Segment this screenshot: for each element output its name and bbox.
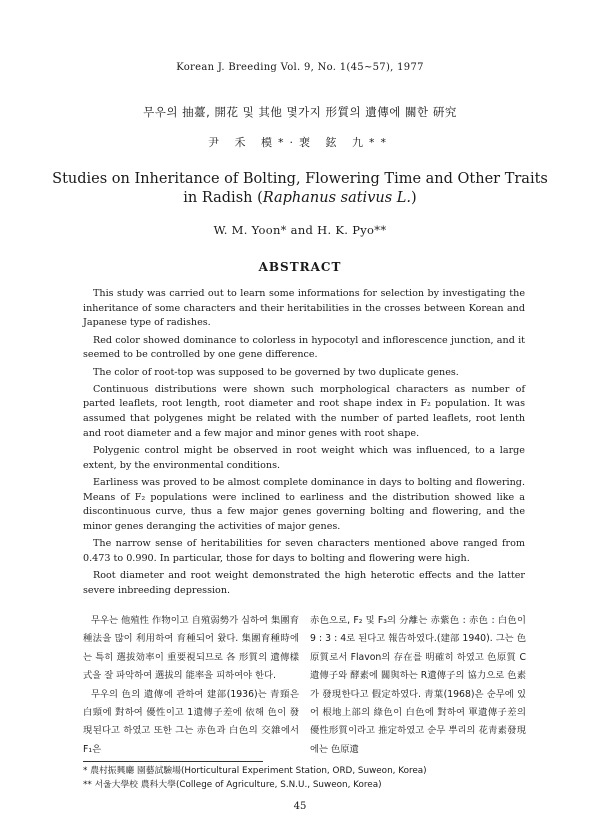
journal-header: Korean J. Breeding Vol. 9, No. 1(45~57), 1977 (176, 62, 424, 73)
abstract-heading: ABSTRACT (258, 260, 342, 274)
body-column-right (310, 612, 526, 759)
abstract-paragraph: The narrow sense of heritabilities for seven characters mentioned above ranged from 0.473 to 0.990. In particular, those for days to bolting and flowering were high. (83, 538, 525, 564)
footnotes (83, 765, 525, 793)
footnote-affiliation-1: * 農村振興廳 園藝試驗場(Horticultural Experiment Station, ORD, Suweon, Korea) (83, 766, 427, 776)
abstract-paragraph: This study was carried out to learn some informations for selection by investigating the inheritance of some characters and their heritabilities in the crosses between Korean and Japanese type of radishes. (83, 288, 525, 329)
body-paragraph: 무우의 色의 遺傳에 관하여 建部(1936)는 青頸은 白頸에 對하여 優性이고 1遺傳子差에 依해 色이 發現된다고 하였고 또한 그는 赤色과 白色의 交雜에서 F₁은 (83, 688, 299, 755)
footnote-affiliation-2: ** 서울大學校 農科大學(College of Agriculture, S.N.U., Suweon, Korea) (83, 779, 382, 790)
english-title-line2 (40, 189, 560, 208)
korean-authors: 尹 禾 模*·裵 鉉 九** (208, 136, 392, 149)
english-title-line1: Studies on Inheritance of Bolting, Flowering Time and Other Traits (52, 171, 548, 187)
english-authors: W. M. Yoon* and H. K. Pyo** (213, 223, 387, 237)
body-column-left (83, 612, 299, 759)
abstract-paragraph: Red color showed dominance to colorless in hypocotyl and inflorescence junction, and it seemed to be controlled by one gene difference. (83, 334, 525, 361)
korean-title: 무우의 抽薹, 開花 및 其他 몇가지 形質의 遺傳에 關한 硏究 (143, 105, 457, 119)
species-name: Raphanus sativus L. (262, 190, 412, 206)
abstract-paragraph: Polygenic control might be observed in root weight which was influenced, to a large extent, by the environmental conditions. (83, 445, 525, 471)
body-paragraph: 赤色으로, F₂ 및 F₃의 分離는 赤紫色 : 赤色 : 白色이 9 : 3 : 4로 된다고 報告하였다.(建部 1940). 그는 色原質로서 Flavon의 存在를 明確히 하였고 色原質 C遺傳子와 酵素에 關與하는 R遺傳子의 協力으로 色素가 發現한다고 假定하였다. 靑葉(1968)은 순무에 있어 根地上部의 綠色이 白色에 對하여 單遺傳子差의 優性形質이라고 推定하였고 순무 뿌리의 花靑素發現에는 色原遺 (310, 615, 526, 755)
english-title (40, 170, 560, 208)
body-paragraph: 무우는 他殖性 作物이고 自殖弱勢가 심하여 集團育種法을 많이 利用하여 育種되어 왔다. 集團育種時에는 특히 選拔効率이 重要視되므로 各 形質의 遺傳樣式을 잘 파악하여 選拔의 能率을 피하여야 한다. (83, 615, 299, 682)
abstract-paragraph: Continuous distributions were shown such morphological characters as number of parted leaflets, root length, root diameter and root shape index in F₂ population. It was assumed that polygenes might be related with the number of parted leaflets, root lenth and root diameter and a few major and minor genes with root shape. (83, 383, 525, 439)
page-number: 45 (293, 801, 307, 812)
abstract-paragraph: The color of root-top was supposed to be governed by two duplicate genes. (93, 366, 459, 378)
abstract-paragraph: Root diameter and root weight demonstrated the high heterotic effects and the latter severe inbreeding depression. (83, 570, 525, 596)
abstract-body (83, 287, 525, 601)
footnote-rule (83, 761, 263, 762)
english-title-prefix: in Radish ( (183, 190, 263, 206)
abstract-paragraph: Earliness was proved to be almost complete dominance in days to bolting and flowering. Means of F₂ populations were inclined to earliness and the distribution showed like a discontinuous curve, thus a few major genes governing bolting and flowering, and the minor genes deranging the activities of major genes. (83, 476, 525, 533)
english-title-suffix: ) (411, 190, 417, 206)
